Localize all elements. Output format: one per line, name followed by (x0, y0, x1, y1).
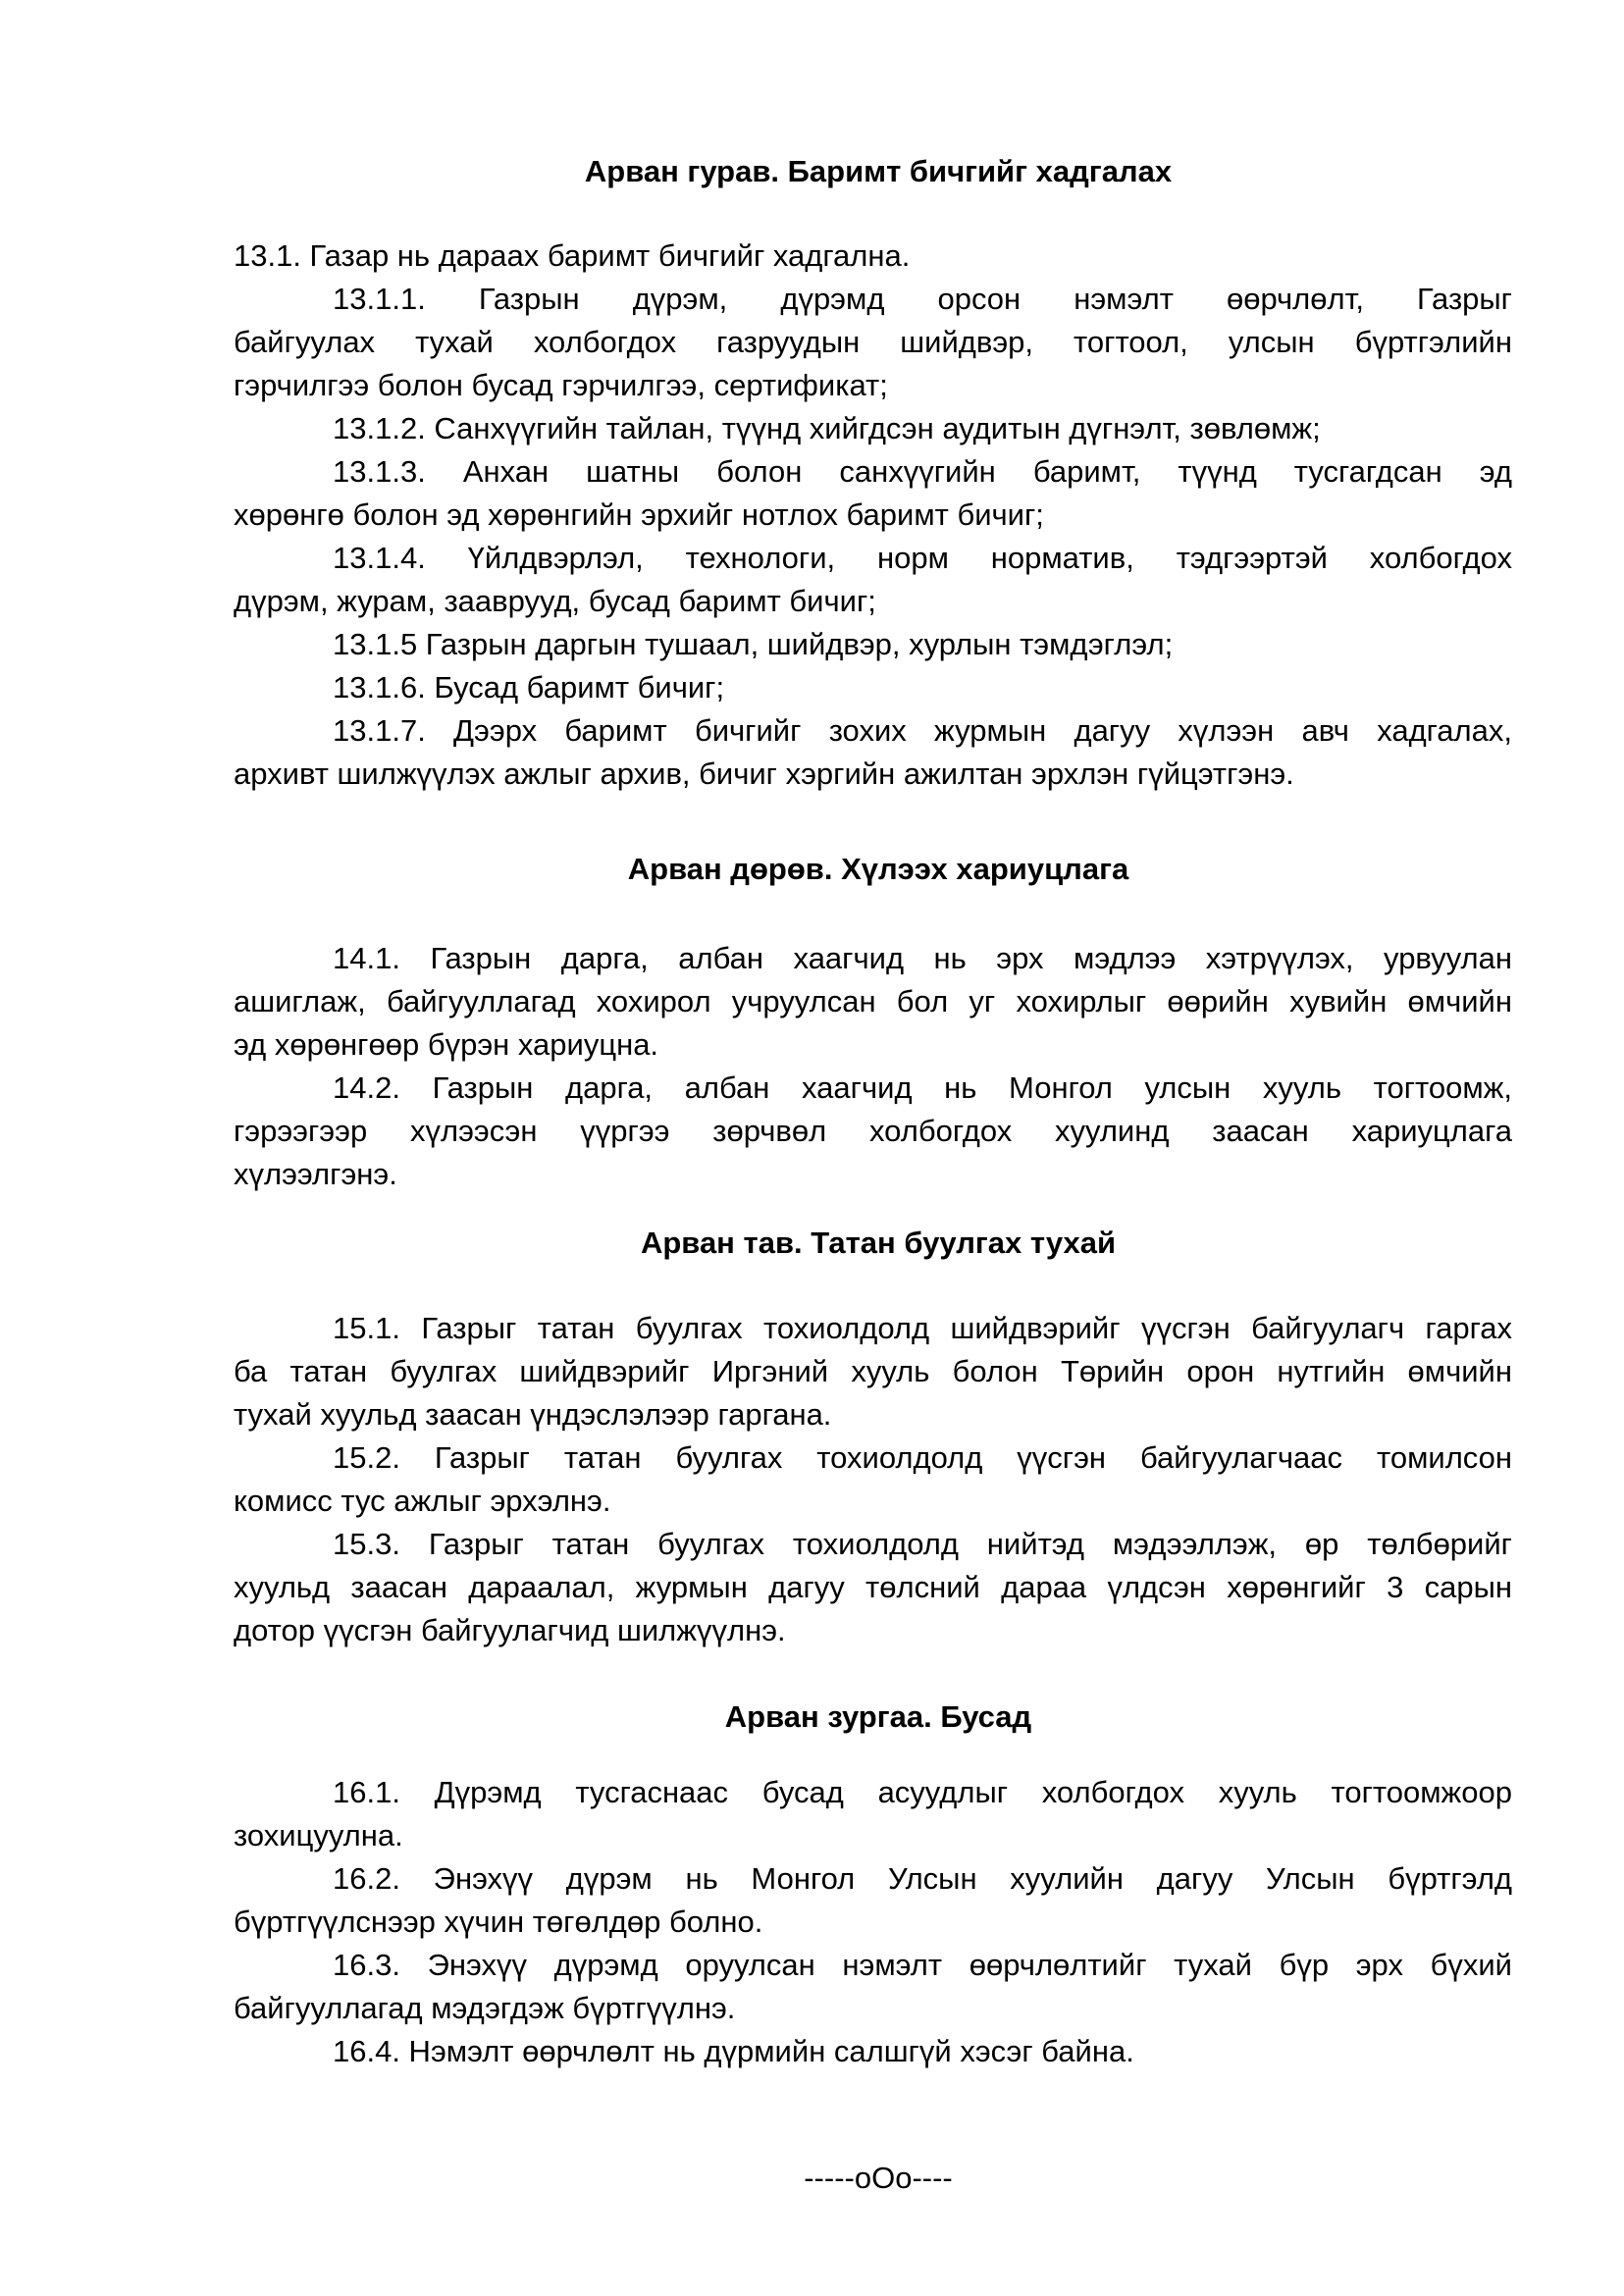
section-16-heading: Арван зургаа. Бусад (724, 1699, 1032, 1734)
paragraph-14-2-line2: гэрээгээр хүлээсэн үүргээ зөрчвөл холбогдох хуулинд заасан хариуцлага (234, 1114, 1512, 1148)
section-13-body (234, 235, 1512, 278)
paragraph-16-1-line1: 16.1. Дүрэмд тусгаснаас бусад асуудлыг холбогдох хууль тогтоомжоор (333, 1775, 1512, 1809)
end-of-document-mark: -----оOо---- (804, 2161, 953, 2195)
paragraph-16-4: 16.4. Нэмэлт өөрчлөлт нь дүрмийн салшгүй хэсэг байна. (333, 2034, 1134, 2068)
paragraph-16-3-line2: байгууллагад мэдэгдэж бүртгүүлнэ. (234, 1991, 736, 2025)
paragraph-13-1-7-line2: архивт шилжүүлэх ажлыг архив, бичиг хэргийн ажилтан эрхлэн гүйцэтгэнэ. (234, 757, 1294, 791)
paragraph-14-1-line3: эд хөрөнгөөр бүрэн хариуцна. (234, 1027, 659, 1062)
paragraph-15-3-line2: хуульд заасан дараалал, журмын дагуу төлсний дараа үлдсэн хөрөнгийг 3 сарын (234, 1570, 1512, 1604)
paragraph-14-1-line1: 14.1. Газрын дарга, албан хаагчид нь эрх мэдлээ хэтрүүлэх, урвуулан (333, 941, 1512, 975)
paragraph-14-2-line1: 14.2. Газрын дарга, албан хаагчид нь Монгол улсын хууль тогтоомж, (333, 1070, 1512, 1105)
paragraph-13-1-1-line3: гэрчилгээ болон бусад гэрчилгээ, сертификат; (234, 368, 888, 402)
paragraph-15-2-line1: 15.2. Газрыг татан буулгах тохиолдолд үүсгэн байгуулагчаас томилсон (333, 1440, 1512, 1475)
paragraph-13-1-1-line1: 13.1.1. Газрын дүрэм, дүрэмд орсон нэмэлт өөрчлөлт, Газрыг (333, 282, 1512, 316)
paragraph-15-1-line1: 15.1. Газрыг татан буулгах тохиолдолд шийдвэрийг үүсгэн байгуулагч гаргах (333, 1311, 1512, 1345)
paragraph-13-1-3-line1: 13.1.3. Анхан шатны болон санхүүгийн баримт, түүнд тусгагдсан эд (333, 454, 1512, 489)
paragraph-13-1-1-line2: байгуулах тухай холбогдох газруудын шийдвэр, тогтоол, улсын бүртгэлийн (234, 325, 1512, 359)
paragraph-14-1-line2: ашиглаж, байгууллагад хохирол учруулсан бол уг хохирлыг өөрийн хувийн өмчийн (234, 984, 1512, 1018)
section-15-heading: Арван тав. Татан буулгах тухай (640, 1226, 1117, 1260)
paragraph-13-1-7-line1: 13.1.7. Дээрх баримт бичгийг зохих журмын дагуу хүлээн авч хадгалах, (333, 713, 1512, 748)
paragraph-16-2-line2: бүртгүүлснээр хүчин төгөлдөр болно. (234, 1905, 763, 1939)
paragraph-13-1-4-line2: дүрэм, журам, зааврууд, бусад баримт бичиг; (234, 584, 876, 618)
paragraph-14-2-line3: хүлээлгэнэ. (234, 1157, 397, 1191)
section-16-body (234, 1771, 1512, 2073)
section-15-body (234, 1307, 1512, 1652)
paragraph-13-1-5: 13.1.5 Газрын даргын тушаал, шийдвэр, хурлын тэмдэглэл; (333, 627, 1174, 661)
paragraph-13-1-2: 13.1.2. Санхүүгийн тайлан, түүнд хийгдсэн аудитын дүгнэлт, зөвлөмж; (333, 411, 1321, 445)
paragraph-13-1-6: 13.1.6. Бусад баримт бичиг; (333, 670, 725, 704)
paragraph-16-2-line1: 16.2. Энэхүү дүрэм нь Монгол Улсын хуулийн дагуу Улсын бүртгэлд (333, 1861, 1512, 1896)
section-14-heading: Арван дөрөв. Хүлээх хариуцлага (627, 852, 1129, 886)
section-13-items (234, 278, 1512, 796)
paragraph-15-1-line3: тухай хуульд заасан үндэслэлээр гаргана. (234, 1397, 832, 1432)
paragraph-13-1: 13.1. Газар нь дараах баримт бичгийг хадгална. (234, 238, 911, 273)
paragraph-13-1-4-line1: 13.1.4. Үйлдвэрлэл, технологи, норм норматив, тэдгээртэй холбогдох (333, 541, 1512, 575)
paragraph-13-1-3-line2: хөрөнгө болон эд хөрөнгийн эрхийг нотлох баримт бичиг; (234, 497, 1044, 532)
paragraph-16-3-line1: 16.3. Энэхүү дүрэмд оруулсан нэмэлт өөрчлөлтийг тухай бүр эрх бүхий (333, 1948, 1512, 1982)
paragraph-15-3-line1: 15.3. Газрыг татан буулгах тохиолдолд нийтэд мэдээллэж, өр төлбөрийг (333, 1527, 1512, 1561)
section-13-heading: Арван гурав. Баримт бичгийг хадгалах (584, 154, 1173, 188)
paragraph-16-1-line2: зохицуулна. (234, 1818, 403, 1852)
paragraph-15-2-line2: комисс тус ажлыг эрхэлнэ. (234, 1484, 611, 1518)
paragraph-15-3-line3: дотор үүсгэн байгуулагчид шилжүүлнэ. (234, 1613, 786, 1647)
paragraph-15-1-line2: ба татан буулгах шийдвэрийг Иргэний хууль болон Төрийн орон нутгийн өмчийн (234, 1354, 1512, 1388)
section-14-body (234, 937, 1512, 1196)
